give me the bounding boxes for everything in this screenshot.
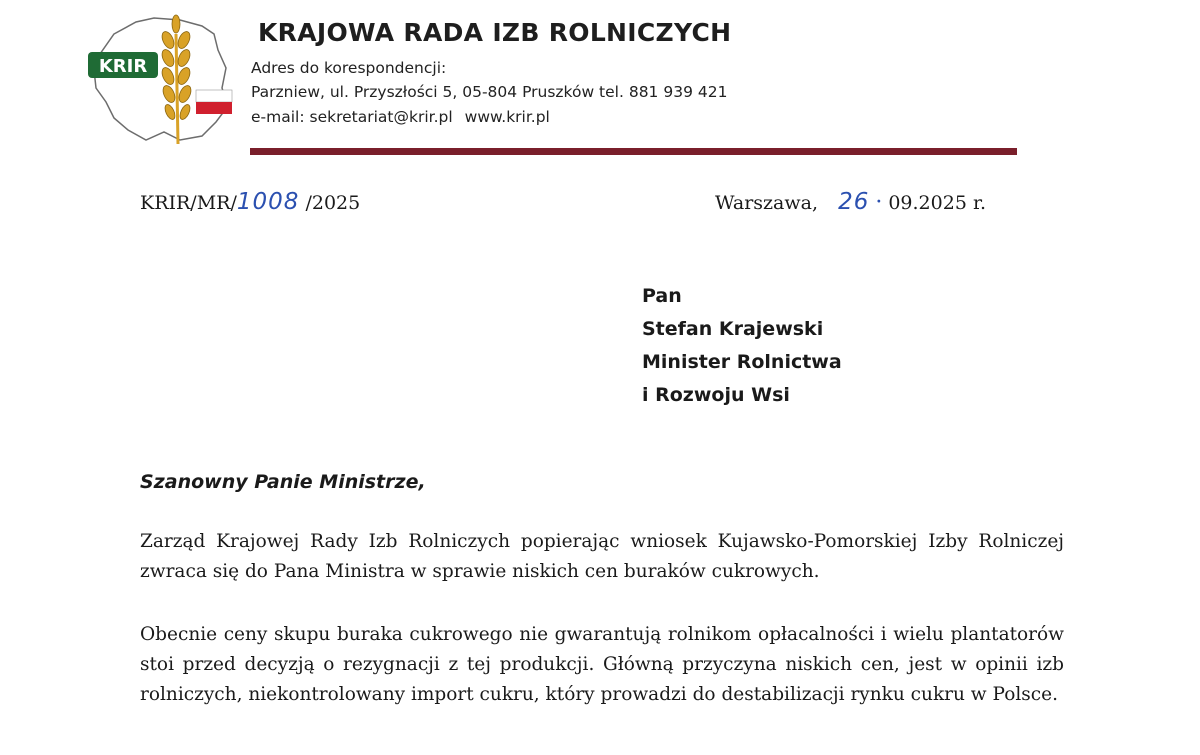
logo-text: KRIR bbox=[98, 56, 148, 77]
email-text: e-mail: sekretariat@krir.pl bbox=[251, 108, 453, 126]
reference-handwritten-number: 1008 bbox=[236, 189, 300, 215]
poland-outline-icon bbox=[94, 18, 228, 140]
salutation: Szanowny Panie Ministrze, bbox=[140, 471, 426, 493]
body-paragraph-2: Obecnie ceny skupu buraka cukrowego nie gwarantują rolnikom opłacalności i wielu plantatorów stoi przed decyzją o rezygnacji z tej produkcji. Główną przyczyna niskich cen, jest w opinii izb rolniczych, niekontrolowany import cukru, który prowadzi do destabilizacji rynku cukru w Polsce. bbox=[140, 624, 1064, 705]
recipient-name: Stefan Krajewski bbox=[642, 318, 824, 340]
date-rest: 09.2025 r. bbox=[888, 192, 986, 214]
address-label: Adres do korespondencji: bbox=[251, 59, 447, 77]
date-separator-dot: · bbox=[875, 190, 883, 215]
recipient-position-cont: i Rozwoju Wsi bbox=[642, 384, 790, 406]
reference-number bbox=[140, 189, 360, 215]
recipient-block bbox=[642, 280, 842, 412]
reference-prefix: KRIR/MR/ bbox=[140, 192, 237, 214]
date-handwritten-day: 26 bbox=[838, 189, 870, 215]
recipient-title: Pan bbox=[642, 285, 682, 307]
logo-graphic bbox=[84, 12, 244, 148]
header-divider bbox=[250, 148, 1017, 155]
website-text: www.krir.pl bbox=[464, 108, 550, 126]
letter-date bbox=[715, 189, 986, 215]
contact-line bbox=[251, 108, 550, 126]
flag-red-icon bbox=[196, 102, 232, 114]
reference-suffix: /2025 bbox=[299, 192, 361, 214]
body-paragraph-1: Zarząd Krajowej Rady Izb Rolniczych popierając wniosek Kujawsko-Pomorskiej Izby Rolniczej zwraca się do Pana Ministra w sprawie niskich cen buraków cukrowych. bbox=[140, 531, 1064, 582]
address-line: Parzniew, ul. Przyszłości 5, 05-804 Pruszków tel. 881 939 421 bbox=[251, 83, 728, 101]
recipient-position: Minister Rolnictwa bbox=[642, 351, 842, 373]
wheat-stem-icon bbox=[176, 34, 178, 144]
organization-name: KRAJOWA RADA IZB ROLNICZYCH bbox=[258, 18, 732, 47]
krir-logo bbox=[84, 12, 244, 148]
date-city: Warszawa, bbox=[715, 192, 819, 214]
flag-white-icon bbox=[196, 90, 232, 102]
